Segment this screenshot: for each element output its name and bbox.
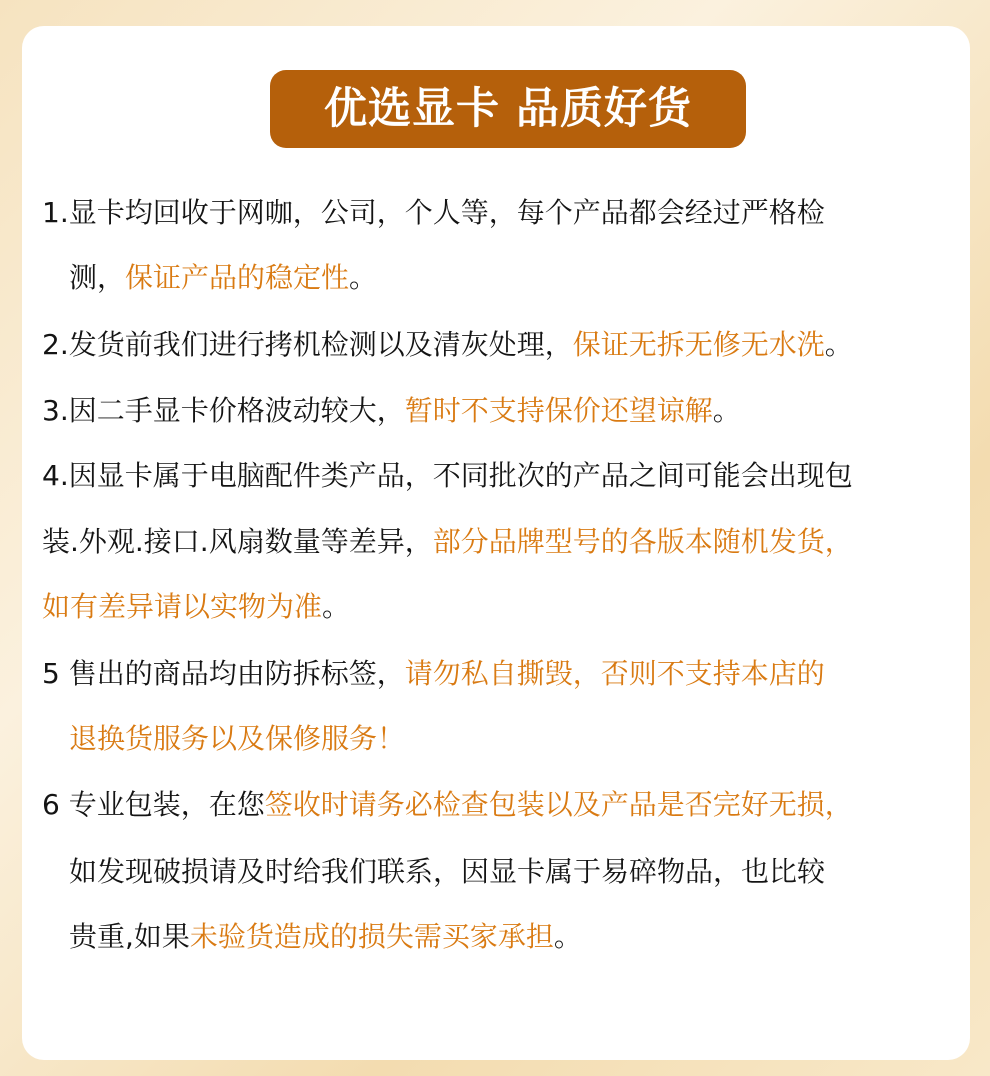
body-text: 3.因二手显卡价格波动较大，: [42, 394, 405, 427]
body-text: 贵重,如果: [69, 920, 190, 953]
highlight-text: 签收时请务必检查包装以及产品是否完好无损，: [264, 788, 853, 821]
body-text: 4.因显卡属于电脑配件类产品，不同批次的产品之间可能会出现包: [42, 459, 853, 492]
body-text: 。: [712, 394, 741, 427]
highlight-text: 请勿私自撕毁，否则不支持本店的: [404, 657, 825, 690]
body-text: 测，: [69, 261, 126, 294]
item-5-line-1: [42, 654, 825, 694]
item-6-line-2: [69, 852, 825, 892]
body-text: 。: [349, 261, 378, 294]
highlight-text: 部分品牌型号的各版本随机发货，: [432, 525, 853, 558]
item-2-line-1: [42, 325, 853, 365]
item-6-line-3: [69, 917, 582, 957]
item-5-line-2: [69, 719, 405, 759]
highlight-text: 如有差异请以实物为准: [42, 590, 323, 623]
item-4-line-1: [42, 456, 853, 496]
highlight-text: 保证无拆无修无水洗: [572, 328, 825, 361]
body-text: 1.显卡均回收于网咖，公司，个人等，每个产品都会经过严格检: [42, 196, 825, 229]
item-4-line-2: [42, 522, 853, 562]
body-text: 5 售出的商品均由防拆标签，: [42, 657, 405, 690]
item-6-line-1: [42, 785, 853, 825]
body-text: 。: [553, 920, 582, 953]
item-1-line-1: [42, 193, 825, 233]
body-text: 2.发货前我们进行拷机检测以及清灰处理，: [42, 328, 573, 361]
title-badge: 优选显卡 品质好货: [270, 70, 746, 148]
body-text: 。: [322, 590, 351, 623]
highlight-text: 未验货造成的损失需买家承担: [189, 920, 554, 953]
highlight-text: 退换货服务以及保修服务！: [69, 722, 406, 755]
highlight-text: 暂时不支持保价还望谅解: [404, 394, 713, 427]
body-text: 。: [824, 328, 853, 361]
item-1-line-2: [69, 258, 377, 298]
body-text: 如发现破损请及时给我们联系，因显卡属于易碎物品，也比较: [69, 855, 826, 888]
highlight-text: 保证产品的稳定性: [125, 261, 350, 294]
body-text: 6 专业包装，在您: [42, 788, 265, 821]
body-text: 装.外观.接口.风扇数量等差异，: [42, 525, 433, 558]
item-3-line-1: [42, 391, 741, 431]
item-4-line-3: [42, 587, 350, 627]
notice-card: [22, 26, 970, 1060]
